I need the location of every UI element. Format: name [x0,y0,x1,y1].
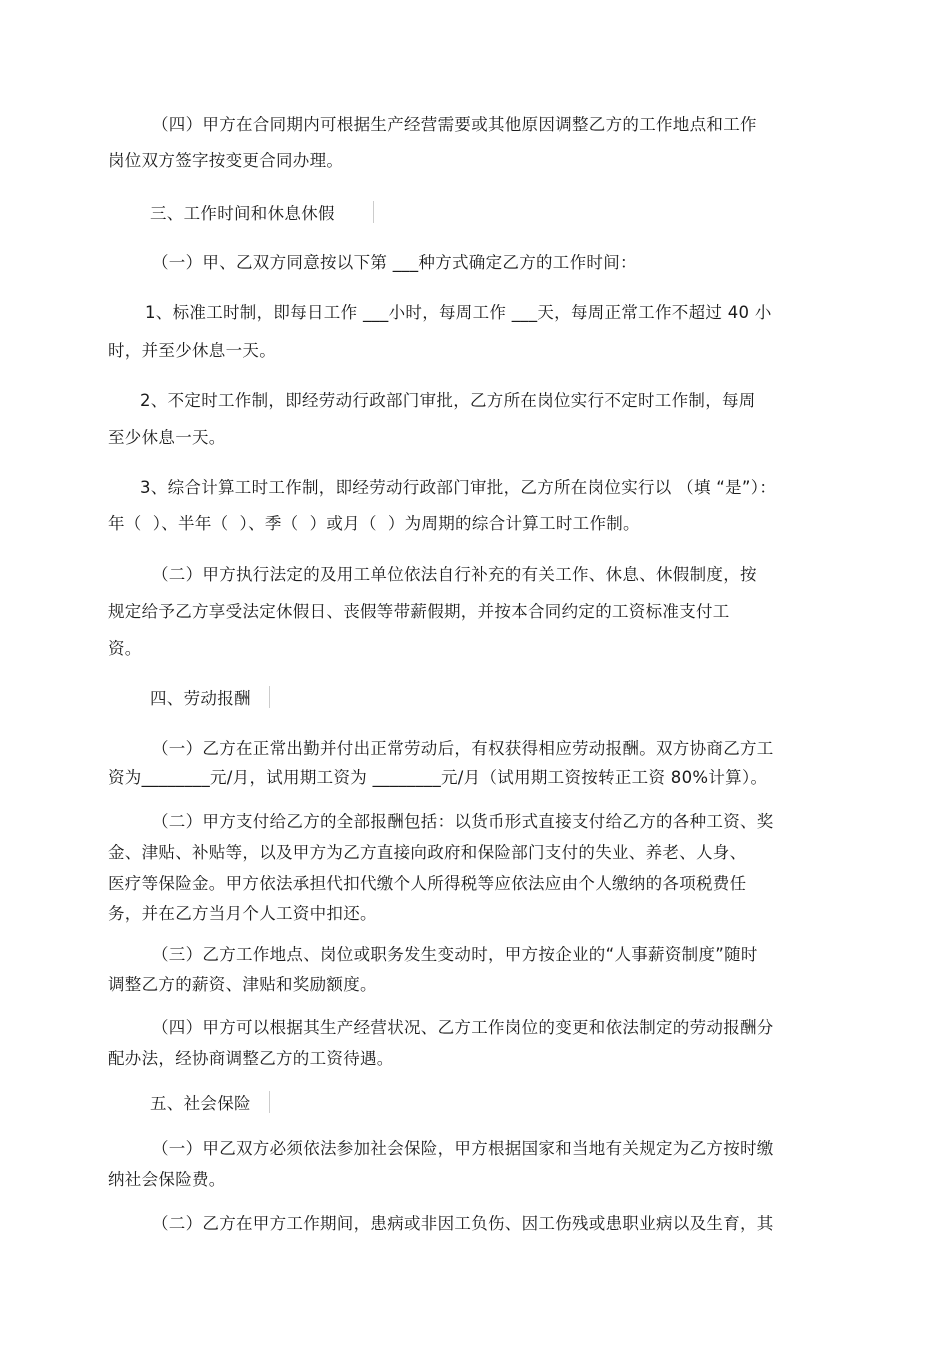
comprehensive-hours-line-2: 年（ ）、半年（ ）、季（ ）或月（ ）为周期的综合计算工时工作制。 [108,514,640,533]
work-time-clause-1: （一）甲、乙双方同意按以下第 ___种方式确定乙方的工作时间： [152,253,637,272]
insurance-clause-1-line-1: （一）甲乙双方必须依法参加社会保险，甲方根据国家和当地有关规定为乙方按时缴 [152,1139,774,1158]
section-heading-work-time: 三、工作时间和休息休假 [150,204,335,223]
work-time-clause-2-line-1: （二）甲方执行法定的及用工单位依法自行补充的有关工作、休息、休假制度，按 [152,565,757,584]
remuneration-clause-2-line-1: （二）甲方支付给乙方的全部报酬包括：以货币形式直接支付给乙方的各种工资、奖 [152,812,774,831]
heading-divider [373,201,374,223]
remuneration-clause-3-line-1: （三）乙方工作地点、岗位或职务发生变动时，甲方按企业的“人事薪资制度”随时 [152,945,758,964]
section-heading-social-insurance: 五、社会保险 [150,1094,251,1113]
work-time-clause-2-line-3: 资。 [108,639,142,658]
standard-hours-line-2: 时，并至少休息一天。 [108,341,276,360]
insurance-clause-1-line-2: 纳社会保险费。 [108,1170,226,1189]
comprehensive-hours-line-1: 3、综合计算工时工作制，即经劳动行政部门审批，乙方所在岗位实行以 （填 “是”）： [140,478,777,497]
remuneration-clause-4-line-2: 配办法，经协商调整乙方的工资待遇。 [108,1049,394,1068]
insurance-clause-2-line-1: （二）乙方在甲方工作期间，患病或非因工负伤、因工伤残或患职业病以及生育，其 [152,1214,774,1233]
remuneration-clause-2-line-4: 务，并在乙方当月个人工资中扣还。 [108,904,377,923]
remuneration-clause-2-line-2: 金、津贴、补贴等，以及甲方为乙方直接向政府和保险部门支付的失业、养老、人身、 [108,843,747,862]
flexible-hours-line-2: 至少休息一天。 [108,428,226,447]
standard-hours-line-1: 1、标准工时制，即每日工作 ___小时，每周工作 ___天，每周正常工作不超过 40 小 [145,303,772,322]
clause-3-4-line-1: （四）甲方在合同期内可根据生产经营需要或其他原因调整乙方的工作地点和工作 [152,115,757,134]
clause-3-4-line-2: 岗位双方签字按变更合同办理。 [108,151,344,170]
heading-divider [269,686,270,708]
heading-divider [269,1091,270,1113]
section-heading-remuneration: 四、劳动报酬 [150,689,251,708]
remuneration-clause-3-line-2: 调整乙方的薪资、津贴和奖励额度。 [108,975,377,994]
remuneration-clause-4-line-1: （四）甲方可以根据其生产经营状况、乙方工作岗位的变更和依法制定的劳动报酬分 [152,1018,774,1037]
flexible-hours-line-1: 2、不定时工作制，即经劳动行政部门审批，乙方所在岗位实行不定时工作制，每周 [140,391,756,410]
remuneration-clause-1-line-2: 资为________元/月，试用期工资为 ________元/月（试用期工资按转正工资 80%计算）。 [108,768,768,787]
remuneration-clause-1-line-1: （一）乙方在正常出勤并付出正常劳动后，有权获得相应劳动报酬。双方协商乙方工 [152,739,774,758]
remuneration-clause-2-line-3: 医疗等保险金。甲方依法承担代扣代缴个人所得税等应依法应由个人缴纳的各项税费任 [108,874,747,893]
work-time-clause-2-line-2: 规定给予乙方享受法定休假日、丧假等带薪假期，并按本合同约定的工资标准支付工 [108,602,730,621]
